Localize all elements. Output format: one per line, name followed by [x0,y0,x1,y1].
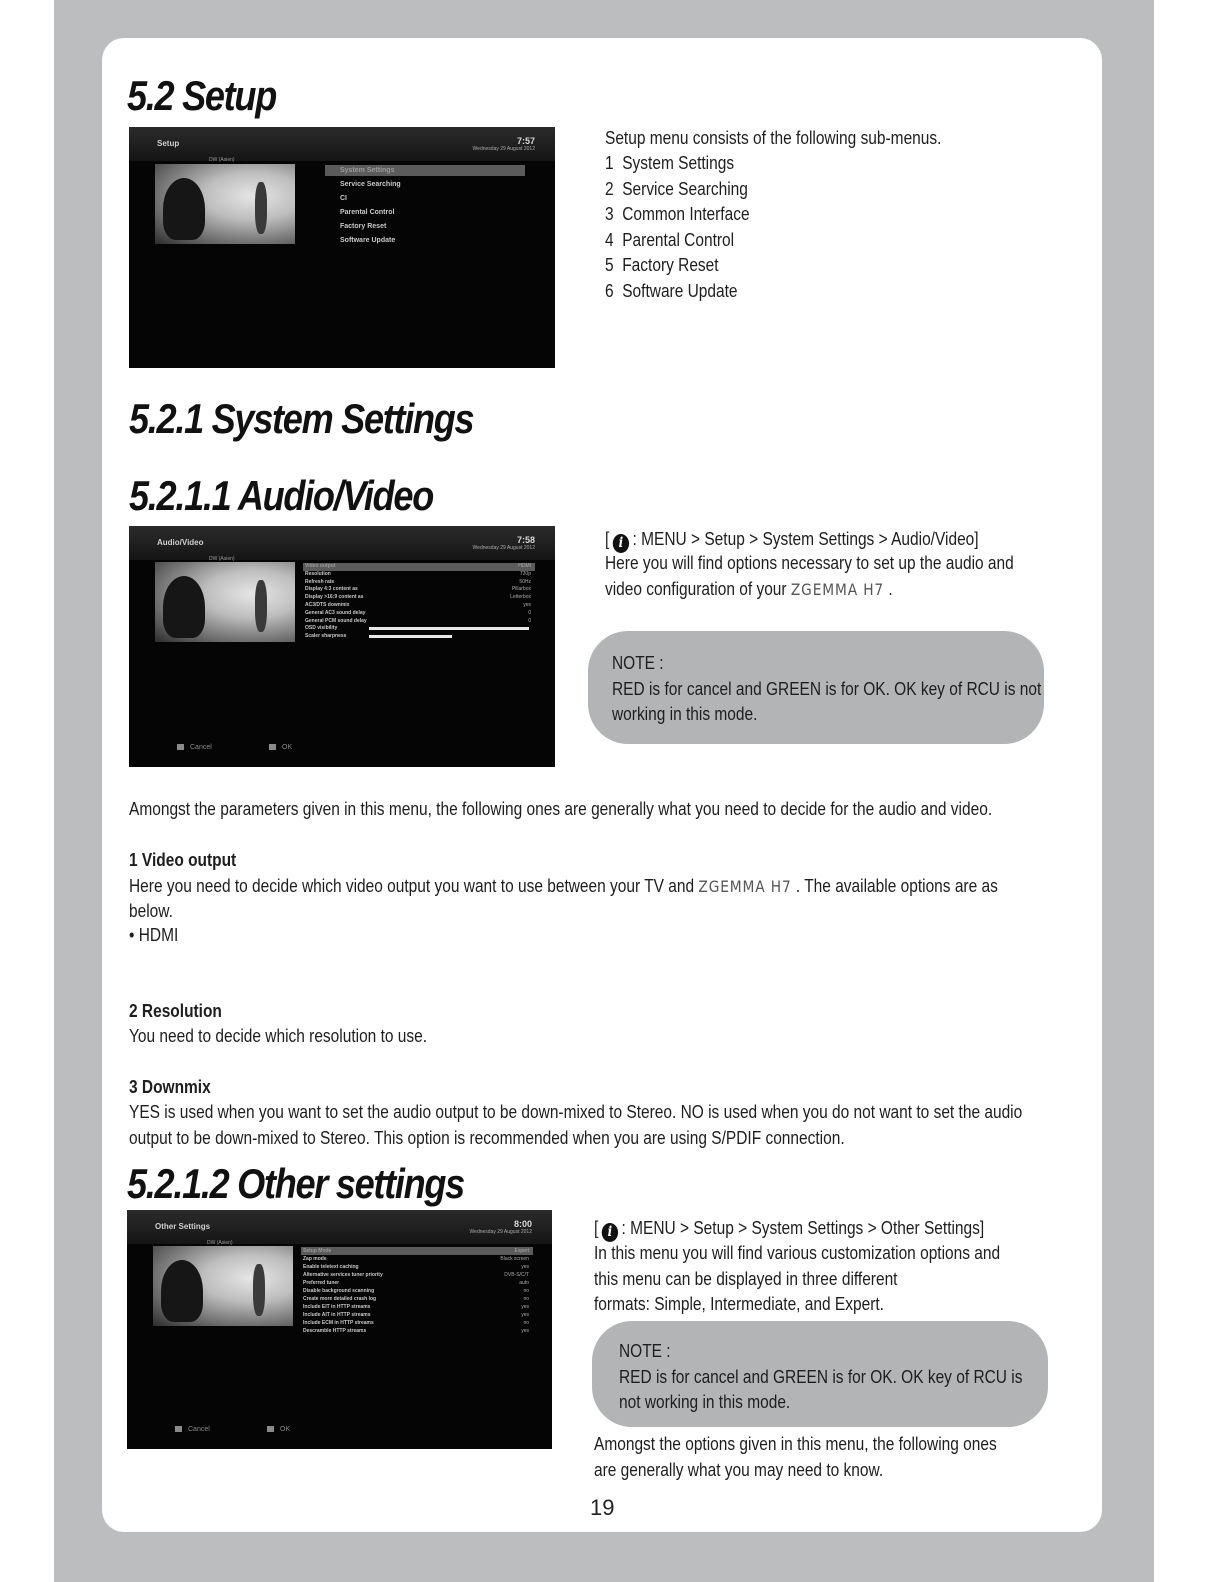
info-icon: i [613,534,629,553]
av-menu-item[interactable]: Resolution 720p [305,570,531,577]
note-box: NOTE : RED is for cancel and GREEN is for OK. OK key of RCU is not working in this mode. [588,631,1044,744]
setup-menu [325,165,525,249]
setup-menu-item[interactable]: Parental Control [340,209,395,216]
resolution-title: 2 Resolution [129,1001,222,1021]
screen-clock: 7:58 Wednesday 29 August 2012 [472,535,535,551]
other-menu-item[interactable]: Enable teletext caching yes [303,1264,529,1270]
ok-hint[interactable]: OK [269,744,292,751]
av-menu-item[interactable]: AC3/DTS downmix yes [305,601,531,608]
section-heading-other-settings: 5.2.1.2 Other settings [127,1160,464,1207]
av-menu-item[interactable]: General PCM sound delay 0 [305,617,531,624]
resolution-text: You need to decide which resolution to use. [129,1026,428,1046]
screen-clock: 7:57 Wednesday 29 August 2012 [472,136,535,152]
cancel-hint[interactable]: Cancel [177,744,212,751]
other-settings-menu-path: [ i : MENU > Setup > System Settings > Other Settings] [594,1218,985,1240]
other-settings-screenshot [127,1210,552,1449]
video-preview [153,1246,293,1326]
other-settings-menu [301,1247,533,1335]
note-title: NOTE : [612,653,664,673]
setup-menu-item[interactable]: Factory Reset [340,223,387,230]
audio-video-menu [303,563,535,641]
screen-clock: 8:00 Wednesday 29 August 2012 [469,1219,532,1235]
section-heading-system-settings: 5.2.1 System Settings [129,395,474,442]
audio-video-screenshot [129,526,555,767]
av-menu-item[interactable]: Refresh rate 50Hz [305,578,531,585]
video-preview [155,562,295,642]
red-key-icon [175,1426,182,1432]
ok-hint[interactable]: OK [267,1426,290,1433]
green-key-icon [269,744,276,750]
av-menu-item[interactable]: Display >16:9 content as Letterbox [305,594,531,601]
setup-item: 6 Software Update [605,280,738,301]
other-menu-item[interactable]: Setup Mode Expert [301,1247,533,1255]
audio-video-menu-path: [ i : MENU > Setup > System Settings > Audio/Video] [605,529,979,551]
setup-item: 4 Parental Control [605,229,735,250]
other-menu-item[interactable]: Include EIT in HTTP streams yes [303,1304,529,1310]
setup-item-list [605,151,750,304]
channel-name: DW (Asien) [209,556,235,562]
av-menu-item[interactable]: Video output HDMI [303,563,535,571]
product-name: ZGEMMA H7 [790,579,885,599]
other-menu-item[interactable]: Preferred tuner auto [303,1280,529,1286]
video-output-title: 1 Video output [129,850,237,870]
channel-name: DW (Asien) [209,157,235,163]
red-key-icon [177,744,184,750]
osd-visibility-slider[interactable] [369,627,529,630]
audio-video-amongst: Amongst the parameters given in this menu, the following ones are generally what you need to decide for the audio and video. [129,799,993,819]
other-menu-item[interactable]: Include AIT in HTTP streams yes [303,1312,529,1318]
setup-menu-item[interactable]: System Settings [325,165,525,176]
setup-menu-item[interactable]: Software Update [340,237,396,244]
screen-title: Setup [157,139,180,148]
cancel-hint[interactable]: Cancel [175,1426,210,1433]
section-heading-audio-video: 5.2.1.1 Audio/Video [129,472,433,519]
page-number: 19 [590,1495,615,1520]
av-menu-item[interactable]: Scaler sharpness [303,633,535,641]
info-icon: i [602,1223,618,1242]
downmix-text: YES is used when you want to set the audio output to be down-mixed to Stereo. NO is used when you do not want to set the audio output to be down-mixed to Stereo. This option is recommended when you are using S/PDIF connection. [129,1102,1023,1148]
screen-title: Other Settings [155,1222,211,1231]
other-menu-item[interactable]: Alternative services tuner priority DVB-S/C/T [303,1272,529,1278]
setup-menu-item[interactable]: Service Searching [340,181,401,188]
note-title: NOTE : [619,1341,671,1361]
av-menu-item[interactable]: OSD visibility [303,625,535,633]
setup-item: 3 Common Interface [605,204,750,224]
other-settings-closing: Amongst the options given in this menu, the following ones are generally what you may need to know. [594,1434,997,1480]
other-menu-item[interactable]: Create more detailed crash log no [303,1296,529,1302]
section-heading-setup: 5.2 Setup [127,72,276,119]
screen-title: Audio/Video [157,538,204,547]
setup-item: 5 Factory Reset [605,255,719,275]
setup-intro: Setup menu consists of the following sub-menus. [605,128,942,148]
other-menu-item[interactable]: Include ECM in HTTP streams no [303,1320,529,1326]
other-menu-item[interactable]: Zap mode Black screen [303,1256,529,1262]
product-name: ZGEMMA H7 [698,877,792,896]
channel-name: DW (Asien) [207,1240,233,1246]
setup-screenshot [129,127,555,368]
scaler-sharpness-slider[interactable] [369,635,452,638]
other-settings-description: In this menu you will find various customization options and this menu can be displayed in three different formats: Simple, Intermediate, and Expert. [594,1243,1001,1314]
video-output-text: Here you need to decide which video output you want to use between your TV and ZGEMMA H7 . The available options are as below. • HDMI [129,874,998,948]
setup-menu-item[interactable]: CI [340,195,347,202]
video-option-hdmi: • HDMI [129,924,179,945]
setup-item: 2 Service Searching [605,178,748,199]
note-box: NOTE : RED is for cancel and GREEN is for OK. OK key of RCU is not working in this mode. [592,1321,1048,1427]
setup-item: 1 System Settings [605,153,735,173]
video-preview [155,164,295,244]
audio-video-description: Here you will find options necessary to set up the audio and video configuration of your ZGEMMA H7 . [605,553,1014,599]
other-menu-item[interactable]: Disable background scanning no [303,1288,529,1294]
downmix-title: 3 Downmix [129,1077,211,1097]
av-menu-item[interactable]: General AC3 sound delay 0 [305,609,531,616]
green-key-icon [267,1426,274,1432]
av-menu-item[interactable]: Display 4:3 content as Pillarbox [305,586,531,593]
other-menu-item[interactable]: Descramble HTTP streams yes [303,1328,529,1334]
